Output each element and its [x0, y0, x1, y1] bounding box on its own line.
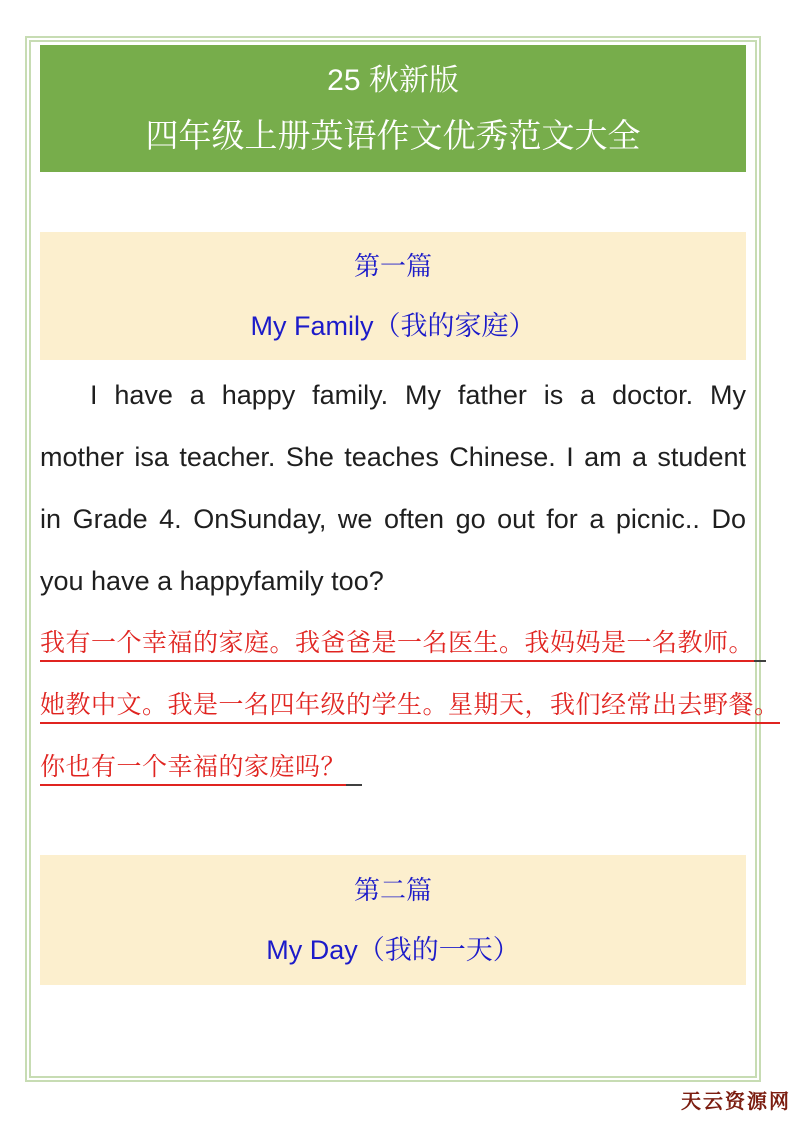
section1-title: My Family（我的家庭）	[250, 311, 536, 341]
translation-text-1: 我有一个幸福的家庭。我爸爸是一名医生。我妈妈是一名教师。	[40, 626, 754, 662]
doc-title-line2: 四年级上册英语作文优秀范文大全	[145, 116, 641, 154]
section2-banner	[40, 855, 746, 985]
essay1-english-line1: I have a happy family. My father is a doctor. My	[90, 380, 746, 410]
underline-tail-3	[346, 750, 362, 786]
page-border-frame	[25, 36, 780, 1082]
essay1-translation-line1	[40, 612, 766, 674]
watermark-text: 天云资源网	[681, 1091, 791, 1113]
essay1-english-paragraph	[40, 364, 746, 612]
essay1-english-line3: in Grade 4. OnSunday, we often go out for a picnic.. Do	[40, 504, 746, 534]
section1-number: 第一篇	[353, 251, 432, 281]
translation-text-2: 她教中文。我是一名四年级的学生。星期天，我们经常出去野餐。	[40, 688, 780, 724]
underline-tail-1	[754, 626, 766, 662]
doc-title-line1: 25 秋新版	[327, 63, 459, 97]
title-banner	[40, 45, 746, 172]
essay1-translation-paragraph	[40, 612, 780, 798]
section2-title: My Day（我的一天）	[266, 935, 520, 965]
essay1-translation-line3	[40, 736, 766, 798]
section1-banner	[40, 232, 746, 360]
essay1-english-line4: you have a happyfamily too?	[40, 566, 384, 596]
essay1-translation-line2	[40, 674, 780, 736]
section2-number: 第二篇	[353, 875, 432, 905]
essay1-english-line2: mother isa teacher. She teaches Chinese. I am a student	[40, 442, 746, 472]
translation-text-3: 你也有一个幸福的家庭吗？	[40, 750, 346, 786]
line-filler	[362, 750, 766, 784]
